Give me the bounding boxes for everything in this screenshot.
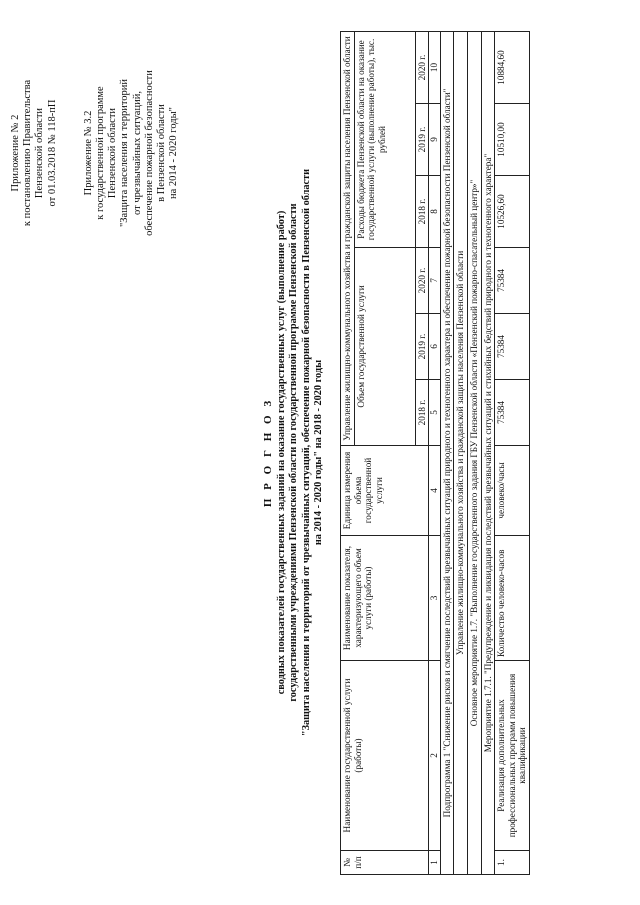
column-number: 8 <box>429 176 441 248</box>
appendix-line: от чрезвычайных ситуаций, <box>131 91 143 215</box>
document-title <box>262 60 325 845</box>
title-line: "Защита населения и территорий от чрезвычайных ситуаций, обеспечение пожарной безопасности в Пензенской области <box>300 168 312 737</box>
appendix-line: от 01.03.2018 № 118-пП <box>46 99 58 207</box>
appendix-line: Пензенской области <box>34 107 46 199</box>
header-year: 2020 г. <box>415 248 429 314</box>
column-number: 1 <box>429 851 441 875</box>
column-number: 3 <box>429 536 441 661</box>
column-number: 10 <box>429 32 441 104</box>
column-number: 6 <box>429 314 441 380</box>
appendix-line: "Защита населения и территорий <box>119 78 131 228</box>
column-number: 9 <box>429 104 441 176</box>
section-row <box>454 32 468 875</box>
header-num: № п/п <box>341 851 429 875</box>
section-activity: Мероприятие 1.7.1. "Предупреждение и ликвидация последствий чрезвычайных ситуаций и стихийных бедствий природного и техногенного характера" <box>481 32 495 875</box>
header-year: 2019 г. <box>415 104 429 176</box>
table-row <box>495 32 530 875</box>
appendix-line: в Пензенской области <box>156 104 168 202</box>
row-service: Реализация дополнительных профессиональных программ повышения квалификации <box>495 661 530 851</box>
row-volume-2018: 75384 <box>495 380 530 446</box>
row-expense-2018: 10526,60 <box>495 176 530 248</box>
appendix-line: обеспечение пожарной безопасности <box>143 70 155 236</box>
section-main-activity: Основное мероприятие 1.7. "Выполнение государственного задания ГБУ Пензенской области «Пензенский пожарно-спасательный центр»" <box>467 32 481 875</box>
section-row <box>467 32 481 875</box>
appendix-line: к государственной программе <box>95 86 107 220</box>
row-expense-2020: 10884,60 <box>495 32 530 104</box>
title-line: государственными учреждениями Пензенской области по государственной программе Пензенской области <box>288 203 300 702</box>
header-volume: Объем государственной услуги <box>354 248 415 446</box>
title-heading: П Р О Г Н О З <box>262 397 274 508</box>
section-row <box>481 32 495 875</box>
row-expense-2019: 10510,00 <box>495 104 530 176</box>
column-number: 2 <box>429 661 441 851</box>
header-year: 2020 г. <box>415 32 429 104</box>
appendix-line: к постановлению Правительства <box>22 79 34 227</box>
row-unit: человеко/часы <box>495 446 530 536</box>
appendix-line: Приложение № 2 <box>10 114 21 192</box>
column-numbers-row <box>429 32 441 875</box>
column-number: 5 <box>429 380 441 446</box>
header-year: 2019 г. <box>415 314 429 380</box>
title-line: сводных показателей государственных заданий на оказание государственных услуг (выполнение работ) <box>276 210 288 695</box>
row-indicator: Количество человеко-часов <box>495 536 530 661</box>
header-unit: Единица измерения объема государственной услуги <box>341 446 429 536</box>
title-line: на 2014 - 2020 годы" на 2018 - 2020 годы <box>312 359 324 546</box>
row-volume-2020: 75384 <box>495 248 530 314</box>
header-row <box>341 32 355 875</box>
appendix-block <box>10 43 180 263</box>
appendix-line: Приложение № 3.2 <box>82 110 94 196</box>
appendix-line: Пензенской области <box>107 107 119 199</box>
section-row <box>440 32 454 875</box>
header-responsible: Управление жилищно-коммунального хозяйства и гражданской защиты населения Пензенской области <box>341 32 355 446</box>
column-number: 4 <box>429 446 441 536</box>
header-service-name: Наименование государственной услуги (работы) <box>341 661 429 851</box>
row-num: 1. <box>495 851 530 875</box>
appendix-line: на 2014 - 2020 годы" <box>168 107 180 199</box>
header-year: 2018 г. <box>415 176 429 248</box>
section-subprogram: Подпрограмма 1 "Снижение рисков и смягчение последствий чрезвычайных ситуаций природного и техногенного характера и обеспечение пожарной безопасности Пензенской области" <box>440 32 454 875</box>
section-agency: Управление жилищно-коммунального хозяйства и гражданской защиты населения Пензенской области <box>454 32 468 875</box>
column-number: 7 <box>429 248 441 314</box>
header-indicator: Наименование показателя, характеризующего объем услуги (работы) <box>341 536 429 661</box>
header-year: 2018 г. <box>415 380 429 446</box>
header-expenses: Расходы бюджета Пензенской области на оказание государственной услуги (выполнение работы), тыс. рублей <box>354 32 415 248</box>
forecast-table <box>340 31 530 875</box>
row-volume-2019: 75384 <box>495 314 530 380</box>
